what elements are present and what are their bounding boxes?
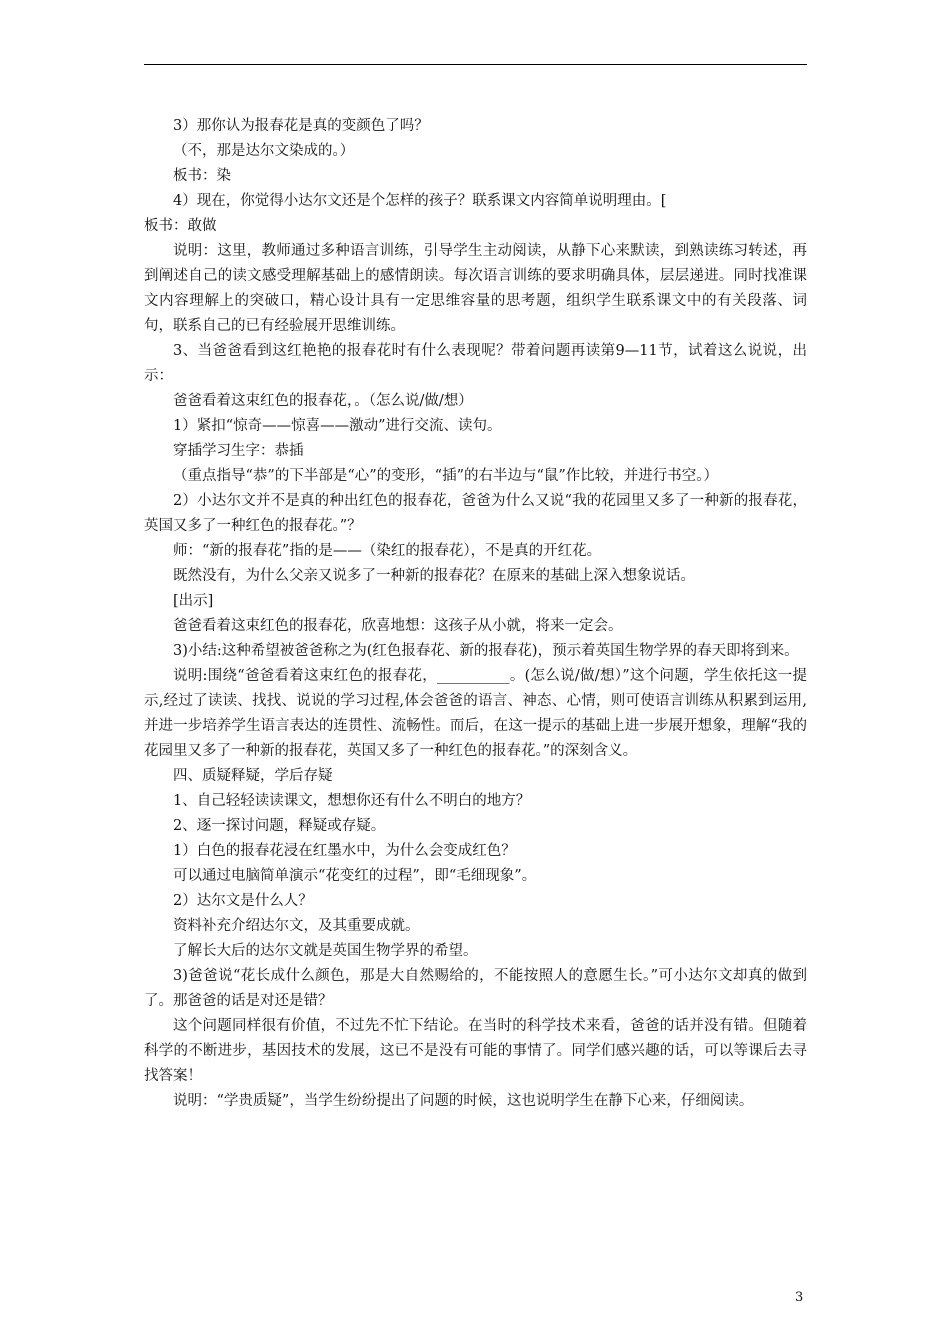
paragraph: 了解长大后的达尔文就是英国生物学界的希望。 — [173, 943, 478, 959]
paragraph: 说明：“学贵质疑”，当学生纷纷提出了问题的时候，这也说明学生在静下心来，仔细阅读。 — [173, 1093, 754, 1109]
paragraph: （不，那是达尔文染成的。） — [173, 143, 355, 159]
paragraph: （重点指导“恭”的下半部是“心”的变形，“插”的右半边与“鼠”作比较，并进行书空。） — [173, 468, 719, 484]
paragraph: 3）那你认为报春花是真的变颜色了吗？ — [173, 118, 429, 134]
paragraph: 可以通过电脑简单演示“花变红的过程”，即“毛细现象”。 — [173, 868, 537, 884]
paragraph: 2）小达尔文并不是真的种出红色的报春花，爸爸为什么又说“我的花园里又多了一种新的报春花，英国又多了一种红色的报春花。”？ — [144, 493, 807, 534]
paragraph: 爸爸看着这束红色的报春花，欣喜地想：这孩子从小就，将来一定会。 — [173, 618, 623, 634]
paragraph: 既然没有，为什么父亲又说多了一种新的报春花？在原来的基础上深入想象说话。 — [173, 568, 695, 584]
paragraph: 板书：敢做 — [144, 218, 217, 234]
paragraph: 板书：染 — [173, 168, 231, 184]
paragraph: 这个问题同样很有价值，不过先不忙下结论。在当时的科学技术来看，爸爸的话并没有错。但随着科学的不断进步，基因技术的发展，这已不是没有可能的事情了。同学们感兴趣的话，可以等课后去寻找答案！ — [144, 1018, 807, 1084]
paragraph: 3、当爸爸看到这红艳艳的报春花时有什么表现呢？带着问题再读第9—11节，试着这么说说，出示： — [144, 343, 807, 384]
paragraph: 1）紧扣“惊奇——惊喜——激动”进行交流、读句。 — [173, 418, 502, 434]
paragraph: 2）达尔文是什么人？ — [173, 893, 313, 909]
paragraph: 3)小结:这种希望被爸爸称之为(红色报春花、新的报春花)，预示着英国生物学界的春天即将到来。 — [173, 643, 799, 659]
paragraph: 4）现在，你觉得小达尔文还是个怎样的孩子？联系课文内容简单说明理由。[ — [173, 193, 667, 209]
paragraph: 3)爸爸说“花长成什么颜色，那是大自然赐给的，不能按照人的意愿生长。”可小达尔文却真的做到了。那爸爸的话是对还是错？ — [144, 968, 807, 1009]
paragraph: 1、自己轻轻读读课文，想想你还有什么不明白的地方？ — [173, 793, 531, 809]
paragraph: 爸爸看着这束红色的报春花，。（怎么说/做/想） — [173, 393, 473, 409]
paragraph: 四、质疑释疑，学后存疑 — [173, 768, 333, 784]
body-text — [144, 114, 807, 1114]
paragraph: 资料补充介绍达尔文，及其重要成就。 — [173, 918, 420, 934]
paragraph: 说明:围绕“爸爸看着这束红色的报春花，__________。(怎么说/做/想）”这个问题，学生依托这一提示,经过了读读、找找、说说的学习过程,体会爸爸的语言、神态、心情，则可使语言训练从积累到运用,并进一步培养学生语言表达的连贯性、流畅性。而后，在这一提示的基础上进一步展开想象，理解“我的花园里又多了一种新的报春花，英国又多了一种红色的报春花。”的深刻含义。 — [144, 668, 807, 759]
header-rule — [144, 64, 807, 65]
paragraph: 2、逐一探讨问题，释疑或存疑。 — [173, 818, 386, 834]
page-number: 3 — [795, 1290, 804, 1305]
paragraph: 师：“新的报春花”指的是——（染红的报春花），不是真的开红花。 — [173, 543, 602, 559]
paragraph: 1）白色的报春花浸在红墨水中，为什么会变成红色？ — [173, 843, 516, 859]
paragraph: 穿插学习生字：恭插 — [173, 443, 304, 459]
paragraph: 说明：这里，教师通过多种语言训练，引导学生主动阅读，从静下心来默读，到熟读练习转述，再到阐述自己的读文感受理解基础上的感情朗读。每次语言训练的要求明确具体，层层递进。同时找准课文内容理解上的突破口，精心设计具有一定思维容量的思考题，组织学生联系课文中的有关段落、词句，联系自己的已有经验展开思维训练。 — [144, 243, 807, 334]
paragraph: [出示] — [173, 593, 214, 609]
